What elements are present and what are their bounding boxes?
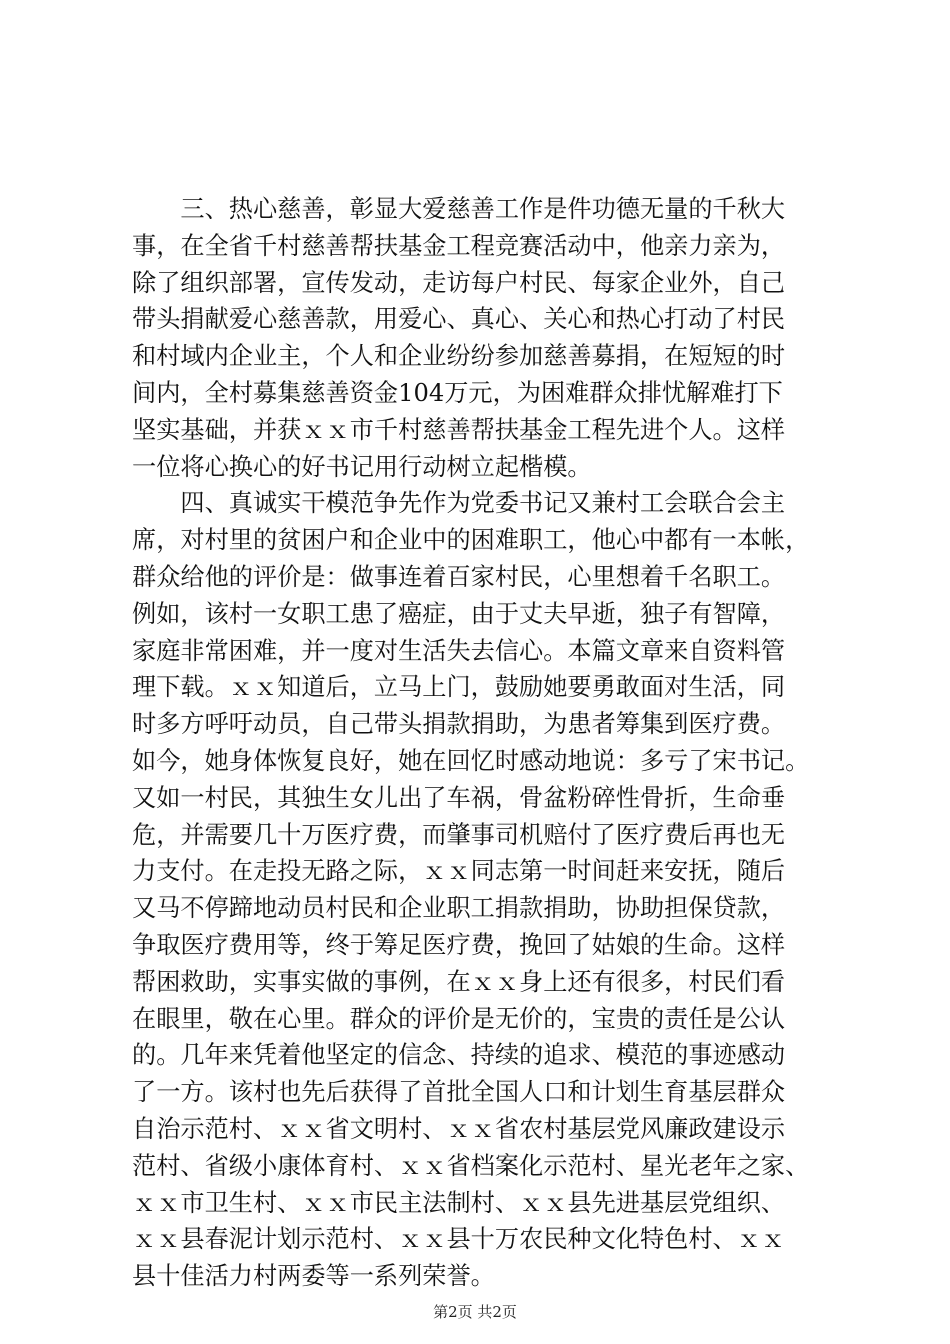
text-line: 三、热心慈善，彰显大爱慈善工作是件功德无量的千秋大 — [132, 195, 786, 223]
text-line: 帮困救助，实事实做的事例，在ｘｘ身上还有很多，村民们看 — [132, 967, 786, 996]
text-line: 带头捐献爱心慈善款，用爱心、真心、关心和热心打动了村民 — [132, 305, 786, 334]
text-line: 家庭非常困难，并一度对生活失去信心。本篇文章来自资料管 — [132, 636, 786, 665]
text-line: 席，对村里的贫困户和企业中的困难职工，他心中都有一本帐， — [132, 526, 810, 555]
text-line: 在眼里，敬在心里。群众的评价是无价的，宝贵的责任是公认 — [132, 1004, 786, 1033]
text-line: 例如，该村一女职工患了癌症，由于丈夫早逝，独子有智障， — [132, 599, 786, 628]
text-line: 群众给他的评价是：做事连着百家村民，心里想着千名职工。 — [132, 562, 786, 591]
text-line: ｘｘ市卫生村、ｘｘ市民主法制村、ｘｘ县先进基层党组织、 — [132, 1188, 786, 1217]
text-line: 争取医疗费用等，终于筹足医疗费，挽回了姑娘的生命。这样 — [132, 930, 786, 959]
text-line: 和村域内企业主，个人和企业纷纷参加慈善募捐，在短短的时 — [132, 342, 786, 371]
text-line: 如今，她身体恢复良好，她在回忆时感动地说：多亏了宋书记。 — [132, 746, 810, 775]
text-line: 间内，全村募集慈善资金104万元，为困难群众排忧解难打下 — [132, 378, 783, 407]
text-line: 事，在全省千村慈善帮扶基金工程竞赛活动中，他亲力亲为， — [132, 231, 786, 260]
page-number-label: 第2页 共2页 — [433, 1303, 517, 1321]
body-text — [132, 191, 854, 1295]
text-line: 又马不停蹄地动员村民和企业职工捐款捐助，协助担保贷款， — [132, 894, 786, 923]
text-line: 自治示范村、ｘｘ省文明村、ｘｘ省农村基层党风廉政建设示 — [132, 1114, 786, 1143]
page-footer — [0, 1301, 950, 1323]
text-line: 又如一村民，其独生女儿出了车祸，骨盆粉碎性骨折，生命垂 — [132, 783, 786, 812]
text-line: 范村、省级小康体育村、ｘｘ省档案化示范村、星光老年之家、 — [132, 1151, 810, 1180]
text-line: 危，并需要几十万医疗费，而肇事司机赔付了医疗费后再也无 — [132, 820, 786, 849]
text-line: 一位将心换心的好书记用行动树立起楷模。 — [132, 452, 592, 481]
text-line: 坚实基础，并获ｘｘ市千村慈善帮扶基金工程先进个人。这样 — [132, 415, 786, 444]
text-line: 时多方呼吁动员，自己带头捐款捐助，为患者筹集到医疗费。 — [132, 710, 786, 739]
text-line: 四、真诚实干模范争先作为党委书记又兼村工会联合会主 — [132, 489, 786, 518]
text-line: 县十佳活力村两委等一系列荣誉。 — [132, 1262, 495, 1291]
text-line: 除了组织部署，宣传发动，走访每户村民、每家企业外，自己 — [132, 268, 786, 297]
text-line: 理下载。ｘｘ知道后，立马上门，鼓励她要勇敢面对生活，同 — [132, 673, 786, 702]
text-line: 了一方。该村也先后获得了首批全国人口和计划生育基层群众 — [132, 1078, 786, 1107]
text-line: 的。几年来凭着他坚定的信念、持续的追求、模范的事迹感动 — [132, 1041, 786, 1070]
text-line: ｘｘ县春泥计划示范村、ｘｘ县十万农民种文化特色村、ｘｘ — [132, 1225, 786, 1254]
text-line: 力支付。在走投无路之际，ｘｘ同志第一时间赶来安抚，随后 — [132, 857, 786, 886]
